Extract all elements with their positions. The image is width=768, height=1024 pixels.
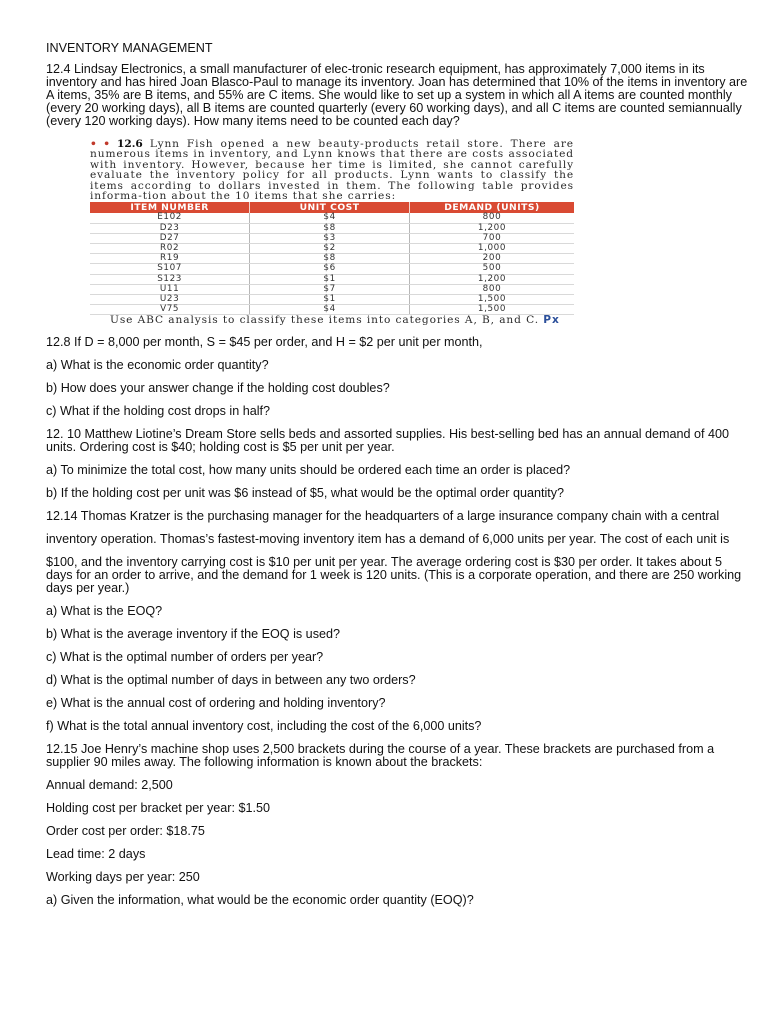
problem-12-15-order-cost: Order cost per order: $18.75 bbox=[46, 824, 205, 839]
problem-12-15-working-days: Working days per year: 250 bbox=[46, 870, 200, 885]
problem-12-14-b: b) What is the average inventory if the EOQ is used? bbox=[46, 627, 340, 642]
problem-12-14-e: e) What is the annual cost of ordering and holding inventory? bbox=[46, 696, 386, 711]
px-icon: Px bbox=[543, 314, 560, 327]
problem-12-15-holding-cost: Holding cost per bracket per year: $1.50 bbox=[46, 801, 271, 816]
problem-12-14-f: f) What is the total annual inventory cost, including the cost of the 6,000 units? bbox=[46, 719, 482, 734]
problem-12-15-a: a) Given the information, what would be the economic order quantity (EOQ)? bbox=[46, 893, 474, 908]
table-row bbox=[90, 233, 574, 243]
item-number: U23 bbox=[90, 295, 250, 305]
item-number: V75 bbox=[90, 305, 250, 315]
demand: 1,500 bbox=[409, 295, 574, 305]
excerpt-footer-text: Use ABC analysis to classify these items into categories A, B, and C. bbox=[110, 314, 539, 327]
unit-cost: $3 bbox=[250, 233, 410, 243]
demand: 800 bbox=[409, 284, 574, 294]
item-number: R02 bbox=[90, 244, 250, 254]
unit-cost: $7 bbox=[250, 284, 410, 294]
demand: 500 bbox=[409, 264, 574, 274]
problem-12-14-a: a) What is the EOQ? bbox=[46, 604, 163, 619]
problem-12-15-annual-demand: Annual demand: 2,500 bbox=[46, 778, 173, 793]
excerpt-marker: • • bbox=[90, 138, 110, 150]
demand: 1,200 bbox=[409, 223, 574, 233]
problem-12-14-d: d) What is the optimal number of days in between any two orders? bbox=[46, 673, 416, 688]
table-row bbox=[90, 213, 574, 223]
problem-12-8-a: a) What is the economic order quantity? bbox=[46, 358, 269, 373]
demand: 800 bbox=[409, 213, 574, 223]
item-number: S123 bbox=[90, 274, 250, 284]
excerpt-intro bbox=[90, 139, 574, 201]
demand: 200 bbox=[409, 254, 574, 264]
problem-12-8-b: b) How does your answer change if the holding cost doubles? bbox=[46, 381, 390, 396]
item-number: S107 bbox=[90, 264, 250, 274]
unit-cost: $4 bbox=[250, 213, 410, 223]
problem-12-14-line3: $100, and the inventory carrying cost is $10 per unit per year. The average ordering cost is $30 per order. It takes about 5 days for an order to arrive, and the demand for 1 week is 120 units. (This is a corporate operation, and there are 250 working days per year.) bbox=[46, 555, 742, 596]
unit-cost: $1 bbox=[250, 274, 410, 284]
item-number: R19 bbox=[90, 254, 250, 264]
item-number: E102 bbox=[90, 213, 250, 223]
document-title: INVENTORY MANAGEMENT bbox=[46, 41, 213, 55]
unit-cost: $4 bbox=[250, 305, 410, 315]
problem-12-15-lead-time: Lead time: 2 days bbox=[46, 847, 146, 862]
table-row bbox=[90, 284, 574, 294]
header-unit-cost: UNIT COST bbox=[250, 202, 410, 213]
header-demand: DEMAND (UNITS) bbox=[409, 202, 574, 213]
excerpt-number: 12.6 bbox=[117, 138, 143, 150]
unit-cost: $8 bbox=[250, 254, 410, 264]
unit-cost: $1 bbox=[250, 295, 410, 305]
problem-12-14-line2: inventory operation. Thomas’s fastest-moving inventory item has a demand of 6,000 units per year. The cost of each unit is bbox=[46, 532, 730, 547]
problem-12-15: 12.15 Joe Henry’s machine shop uses 2,500 brackets during the course of a year. These brackets are purchased from a supplier 90 miles away. The following information is known about the brackets: bbox=[46, 742, 715, 770]
unit-cost: $8 bbox=[250, 223, 410, 233]
demand: 1,000 bbox=[409, 244, 574, 254]
inventory-table bbox=[90, 202, 574, 315]
item-number: D23 bbox=[90, 223, 250, 233]
problem-12-8: 12.8 If D = 8,000 per month, S = $45 per order, and H = $2 per unit per month, bbox=[46, 335, 483, 350]
table-row bbox=[90, 305, 574, 315]
problem-12-10-b: b) If the holding cost per unit was $6 instead of $5, what would be the optimal order quantity? bbox=[46, 486, 565, 501]
table-row bbox=[90, 264, 574, 274]
header-item-number: ITEM NUMBER bbox=[90, 202, 250, 213]
problem-12-4: 12.4 Lindsay Electronics, a small manufacturer of elec-tronic research equipment, has approximately 7,000 items in its inventory and has hired Joan Blasco-Paul to manage its inventory. Joan has determined that 10% of the items in inventory are A items, 35% are B items, and 55% are C items. She would like to set up a system in which all A items are counted monthly (every 20 working days), all B items are counted quarterly (every 60 working days), and all C items are counted semiannually (every 120 working days). How many items need to be counted each day? bbox=[46, 62, 748, 128]
item-number: D27 bbox=[90, 233, 250, 243]
problem-12-10-a: a) To minimize the total cost, how many units should be ordered each time an order is placed? bbox=[46, 463, 571, 478]
item-number: U11 bbox=[90, 284, 250, 294]
excerpt-footer bbox=[110, 316, 574, 326]
excerpt-text: Lynn Fish opened a new beauty-products retail store. There are numerous items in inventory, and Lynn knows that there are costs associated with inventory. However, because her time is limited, she cannot carefully evaluate the inventory policy for all products. Lynn wants to classify the items according to dollars invested in them. The following table provides informa-tion about the 10 items that she carries: bbox=[90, 138, 574, 203]
unit-cost: $6 bbox=[250, 264, 410, 274]
demand: 1,500 bbox=[409, 305, 574, 315]
table-row bbox=[90, 274, 574, 284]
table-row bbox=[90, 295, 574, 305]
problem-12-14-c: c) What is the optimal number of orders per year? bbox=[46, 650, 324, 665]
unit-cost: $2 bbox=[250, 244, 410, 254]
problem-12-10: 12. 10 Matthew Liotine’s Dream Store sells beds and assorted supplies. His best-selling bed has an annual demand of 400 units. Ordering cost is $40; holding cost is $5 per unit per year. bbox=[46, 427, 730, 455]
demand: 700 bbox=[409, 233, 574, 243]
textbook-excerpt-12-6 bbox=[90, 139, 574, 326]
problem-12-8-c: c) What if the holding cost drops in half? bbox=[46, 404, 271, 419]
table-row bbox=[90, 244, 574, 254]
table-row bbox=[90, 223, 574, 233]
problem-12-14-line1: 12.14 Thomas Kratzer is the purchasing manager for the headquarters of a large insurance company chain with a central bbox=[46, 509, 720, 524]
table-row bbox=[90, 254, 574, 264]
demand: 1,200 bbox=[409, 274, 574, 284]
document-page bbox=[46, 42, 752, 917]
